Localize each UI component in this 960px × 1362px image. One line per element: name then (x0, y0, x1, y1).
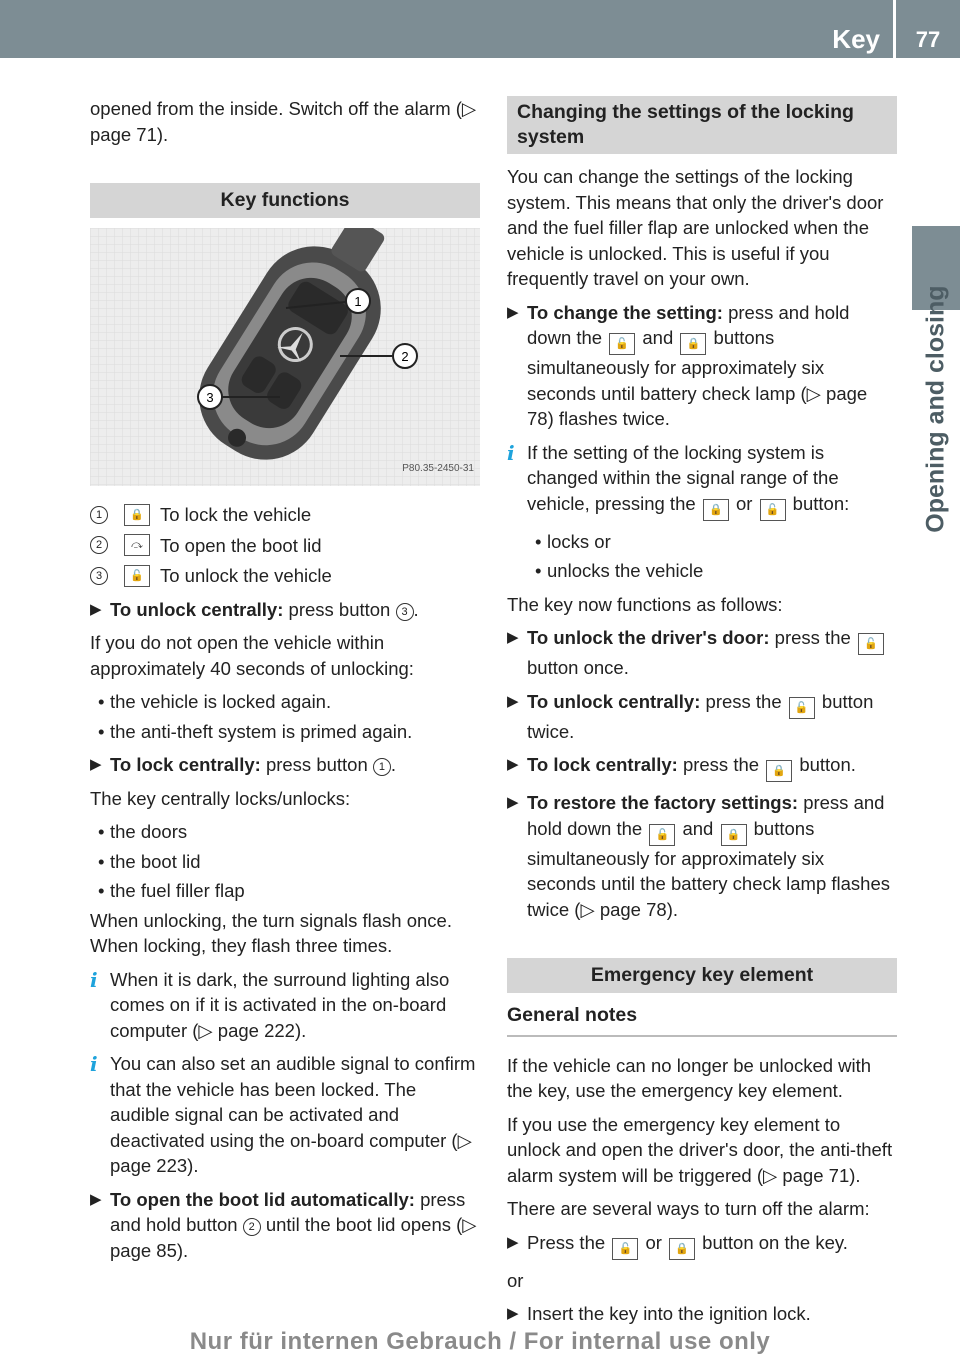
number-badge: 2 (243, 1218, 261, 1236)
callout-2 (393, 344, 417, 368)
key-illustration (90, 228, 480, 486)
arrow-icon: ▶ (507, 303, 519, 321)
arrow-icon: ▶ (507, 1233, 519, 1251)
step-label: To open the boot lid automatically: (110, 1188, 415, 1210)
lock-icon: 🔒 (680, 333, 706, 355)
list-item: • the doors (98, 821, 188, 842)
arrow-icon: ▶ (507, 756, 519, 773)
list-item: • the boot lid (98, 850, 201, 872)
unlock-icon: 🔓 (612, 1238, 638, 1260)
info-note: i When it is dark, the surround lighting also comes on if it is activated in the on-board computer (▷ page 222). (90, 967, 450, 1041)
legend-text: To open the boot lid (160, 534, 322, 556)
number-badge: 3 (396, 603, 414, 621)
side-label-text: Opening and closing (921, 285, 950, 533)
page-header (0, 0, 960, 58)
number-badge: 1 (90, 506, 108, 524)
number-badge: 1 (373, 758, 391, 776)
or-text: or (507, 1269, 524, 1291)
list-item: • locks or (535, 530, 611, 552)
arrow-icon: ▶ (90, 1190, 102, 1208)
info-icon: i (90, 967, 98, 992)
footer-watermark: Nur für internen Gebrauch / For internal use only (189, 1328, 771, 1355)
step-unlock-drivers-door: ▶ To unlock the driver's door: press the 🔓 button once. (507, 625, 897, 681)
unlock-icon: 🔓 (858, 633, 884, 655)
emergency-heading: Emergency key element (507, 958, 897, 993)
paragraph: If the vehicle can no longer be unlocked with the key, use the emergency key element. (507, 1054, 872, 1101)
arrow-icon: ▶ (90, 756, 102, 773)
unlock-icon: 🔓 (789, 697, 815, 719)
step-text: press button (265, 754, 368, 775)
svg-text:3: 3 (206, 390, 214, 405)
step-insert-key: ▶ Insert the key into the ignition lock. (507, 1301, 897, 1327)
unlock-icon: 🔓 (649, 824, 675, 846)
callout-3 (198, 385, 222, 409)
list-item: • unlocks the vehicle (535, 560, 704, 581)
step-text: press button (288, 598, 391, 620)
page-number: 77 (915, 27, 941, 52)
locking-heading: Changing the settings of the locking system (507, 96, 897, 154)
legend-item (90, 563, 480, 589)
arrow-icon: ▶ (90, 600, 102, 618)
lock-icon: 🔒 (721, 824, 747, 846)
paragraph: If you do not open the vehicle within approximately 40 seconds of unlocking: (90, 632, 414, 679)
number-badge: 2 (90, 536, 108, 554)
svg-text:1: 1 (354, 294, 362, 309)
legend-item (90, 502, 480, 528)
list-item: • the fuel filler flap (98, 880, 245, 901)
right-column (507, 96, 897, 1335)
arrow-icon: ▶ (507, 629, 519, 646)
step-lock-centrally-right: ▶ To lock centrally: press the 🔒 button. (507, 752, 897, 782)
step-change-setting: ▶ To change the setting: press and hold down the 🔓 and 🔒 buttons simultaneously for approximately six seconds until battery check lamp (▷ page 78) flashes twice. (507, 301, 868, 429)
step-label: To unlock centrally: (110, 598, 284, 620)
lock-icon: 🔒 (124, 504, 150, 526)
info-icon: i (90, 1052, 98, 1076)
legend-item (90, 533, 480, 559)
callout-1 (346, 289, 370, 313)
info-icon: i (507, 440, 515, 465)
arrow-icon: ▶ (507, 1305, 519, 1322)
header-divider (893, 0, 896, 58)
list-item: • the anti-theft system is primed again. (98, 720, 413, 742)
key-figure (90, 228, 480, 486)
paragraph: The key now functions as follows: (507, 593, 783, 615)
legend-text: To lock the vehicle (160, 504, 312, 525)
unlock-icon: 🔓 (609, 333, 635, 355)
list-item: • the vehicle is locked again. (98, 691, 332, 712)
key-functions-heading: Key functions (90, 183, 480, 218)
step-open-boot-lid: ▶ To open the boot lid automatically: press and hold button 2 until the boot lid opens (▷ page 85). (90, 1188, 477, 1261)
general-notes-heading: General notes (507, 1003, 897, 1037)
arrow-icon: ▶ (507, 794, 519, 811)
step-label: To lock centrally: (110, 754, 261, 775)
key-legend (90, 502, 480, 589)
paragraph: When unlocking, the turn signals flash once. When locking, they flash three times. (90, 909, 452, 956)
step-unlock-centrally-twice: ▶ To unlock centrally: press the 🔓 button twice. (507, 690, 874, 742)
info-note: i If the setting of the locking system is changed within the signal range of the vehicle, pressing the 🔒 or 🔓 button: (507, 440, 897, 521)
lock-icon: 🔒 (703, 499, 729, 521)
number-badge: 3 (90, 567, 108, 585)
figure-code: P80.35-2450-31 (402, 462, 474, 474)
step-unlock-centrally: ▶ To unlock centrally: press button 3 . (90, 597, 480, 623)
unlock-icon: 🔓 (760, 499, 786, 521)
arrow-icon: ▶ (507, 692, 519, 710)
info-note: i You can also set an audible signal to confirm that the vehicle has been locked. The audible signal can be activated and deactivated using the on-board computer (▷ page 223). (90, 1052, 476, 1176)
paragraph: You can change the settings of the locking system. This means that only the driver's door and the fuel filler flap are unlocked when the vehicle is unlocked. This is useful if you frequently travel on your own. (507, 166, 884, 289)
lock-icon: 🔒 (766, 760, 792, 782)
left-column (90, 96, 480, 1271)
svg-text:2: 2 (401, 349, 409, 364)
step-restore-factory: ▶ To restore the factory settings: press and hold down the 🔓 and 🔒 buttons simultaneously for approximately six seconds until the battery check lamp flashes twice (▷ page 78). (507, 792, 890, 920)
boot-lid-icon: ⤼ (124, 534, 150, 556)
step-lock-centrally: ▶ To lock centrally: press button 1 . (90, 752, 480, 778)
paragraph: There are several ways to turn off the alarm: (507, 1198, 870, 1219)
legend-text: To unlock the vehicle (160, 565, 332, 586)
paragraph: The key centrally locks/unlocks: (90, 787, 351, 809)
unlock-icon: 🔓 (124, 565, 150, 587)
paragraph: If you use the emergency key element to unlock and open the driver's door, the anti-theft alarm system will be triggered (▷ page 71). (507, 1113, 893, 1186)
intro-text: opened from the inside. Switch off the alarm (▷ page 71). (90, 98, 477, 145)
header-title: Key (832, 24, 880, 54)
step-press-button: ▶ Press the 🔓 or 🔒 button on the key. (507, 1230, 897, 1260)
lock-icon: 🔒 (669, 1238, 695, 1260)
